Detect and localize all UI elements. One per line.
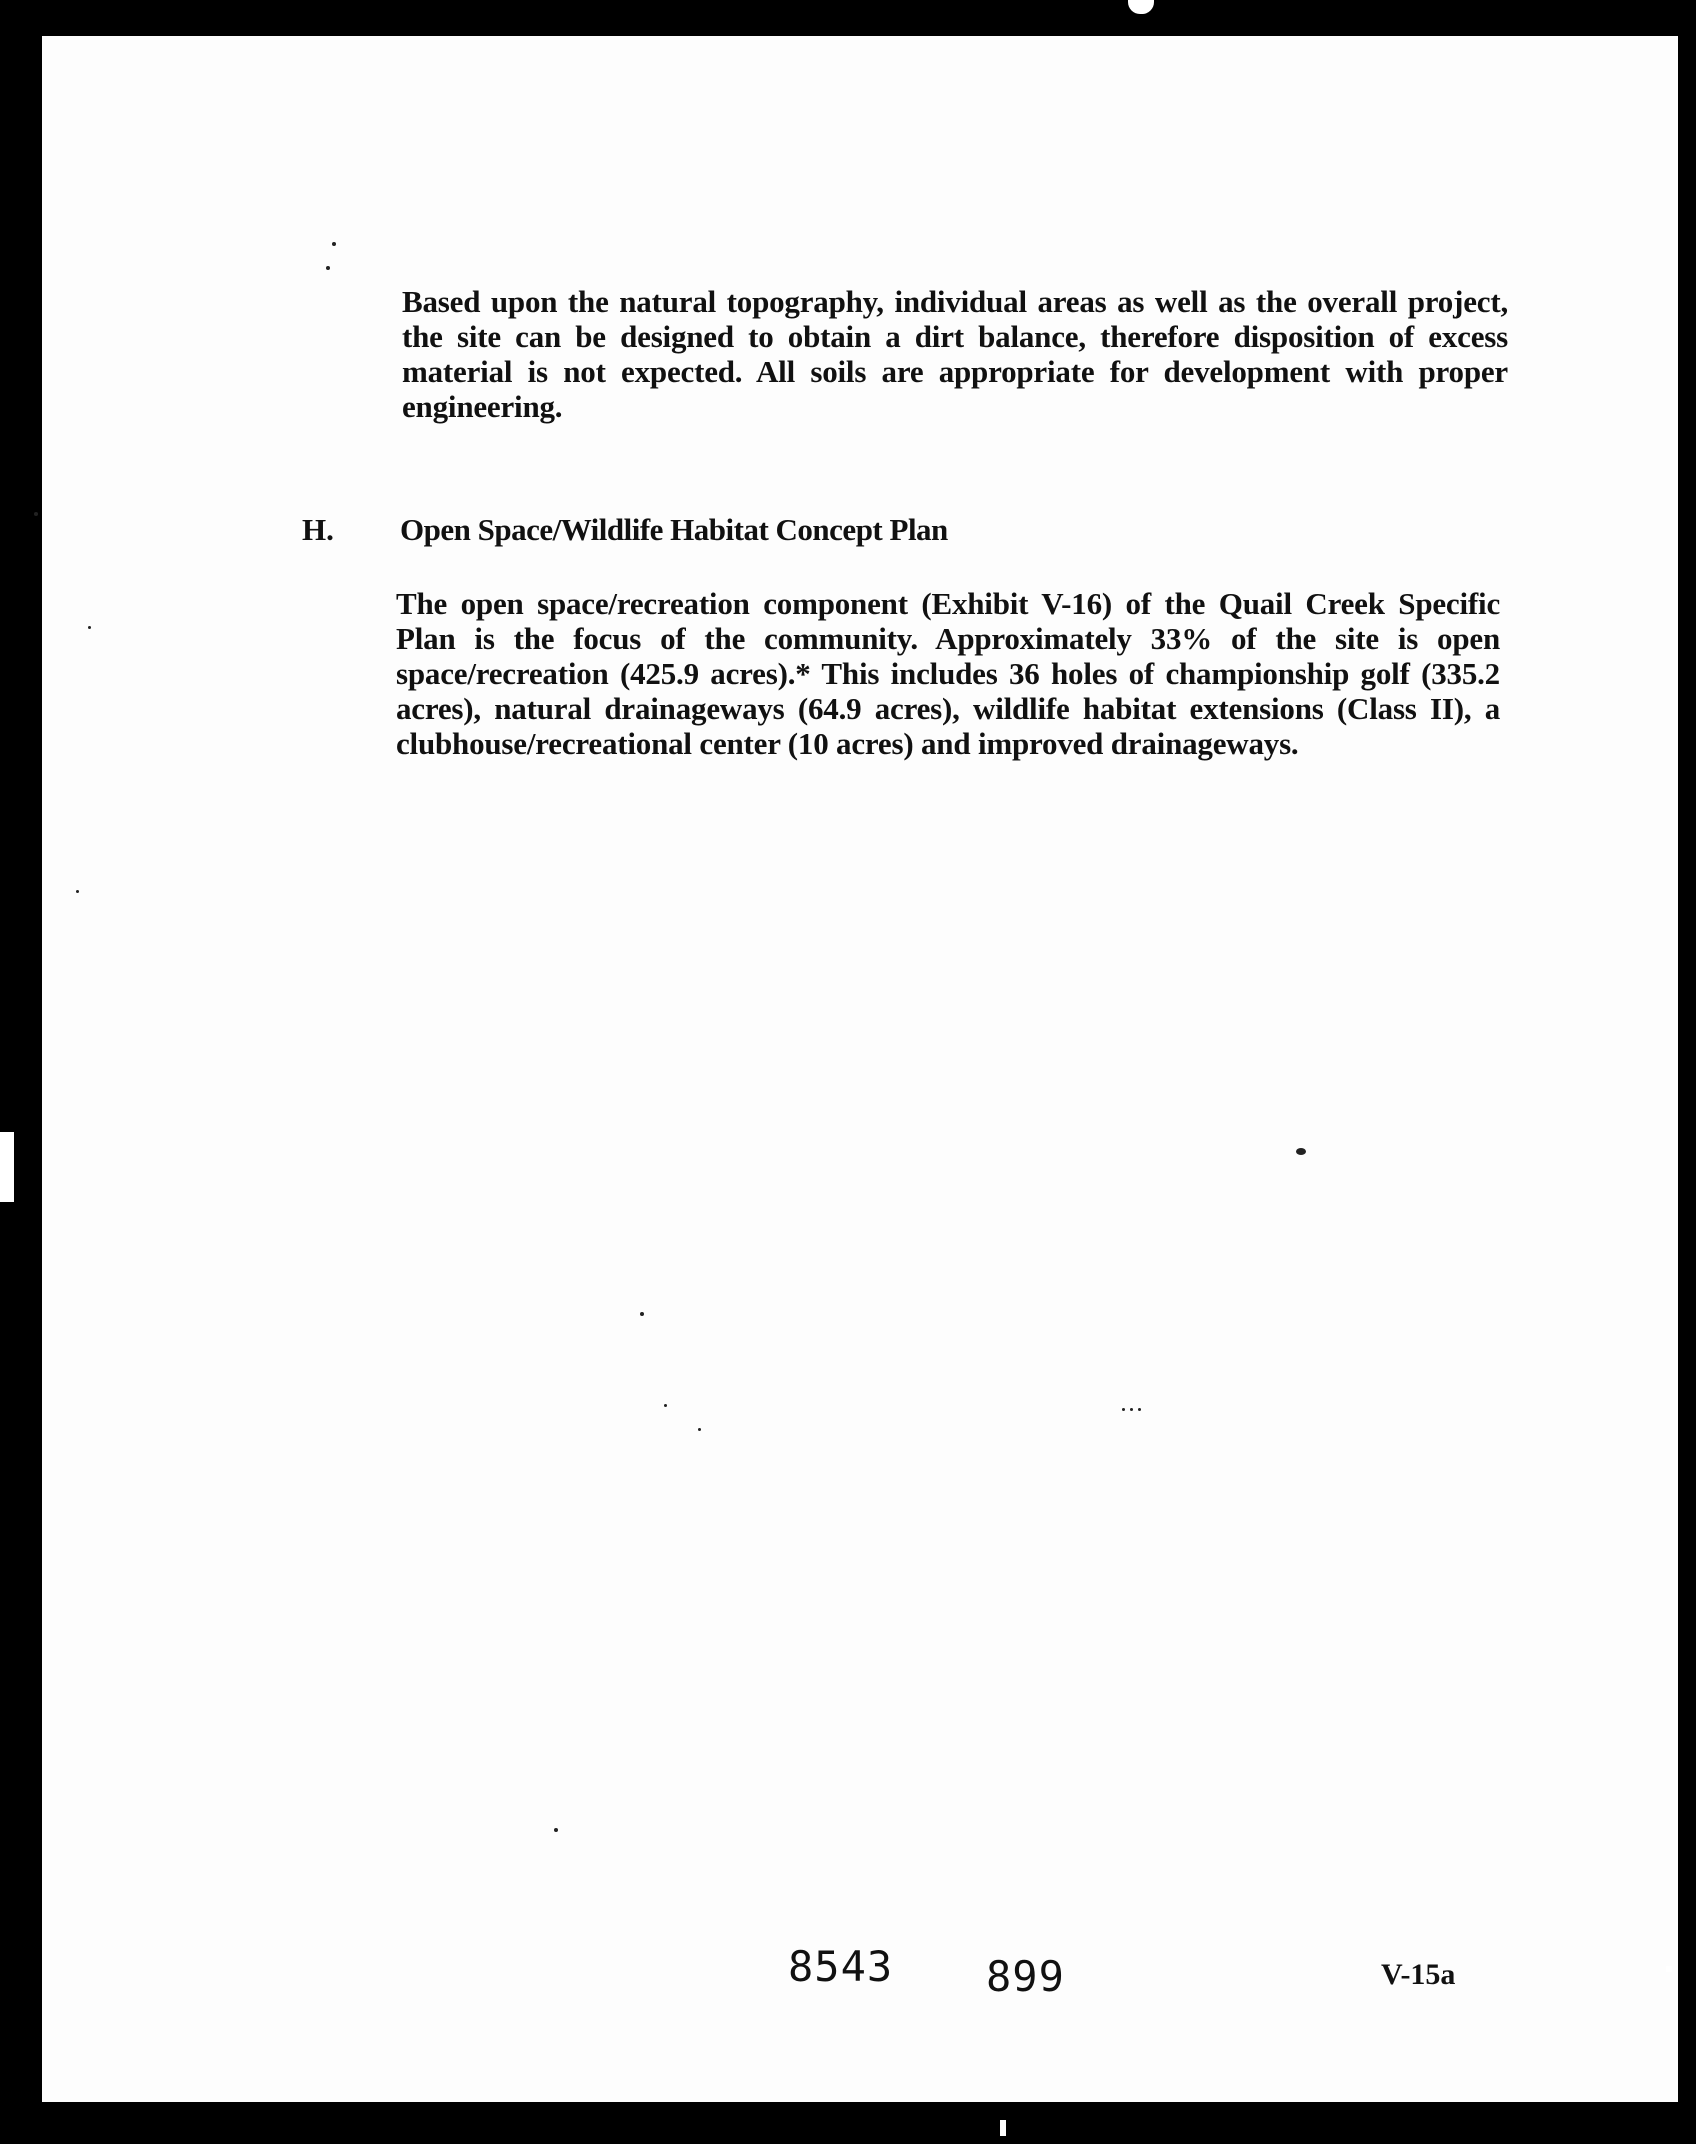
document-page [42, 36, 1678, 2102]
scan-speck [1138, 1408, 1141, 1411]
footer-document-number: 8543 [788, 1942, 894, 1991]
scan-speck [698, 1428, 701, 1431]
scan-edge-mark [1666, 1966, 1672, 1972]
scan-speck [326, 266, 330, 270]
scan-speck [76, 890, 79, 893]
scan-speck [554, 1828, 558, 1832]
paragraph-open-space: The open space/recreation component (Exhibit V-16) of the Quail Creek Specific Plan is the focus of the community. Approximately 33% of the site is open space/recreation (425.9 acres).* This includes 36 holes of championship golf (335.2 acres), natural drainageways (64.9 acres), wildlife habitat extensions (Class II), a clubhouse/recreational center (10 acres) and improved drainageways. [396, 586, 1500, 761]
scan-edge-mark [0, 1132, 14, 1202]
scan-edge-mark [1000, 2120, 1006, 2136]
scan-speck [332, 242, 336, 246]
section-title: Open Space/Wildlife Habitat Concept Plan [400, 512, 948, 547]
scan-speck [34, 512, 38, 516]
section-label: H. [302, 512, 334, 547]
footer-sequence-number: 899 [986, 1952, 1065, 2001]
scan-speck [1122, 1408, 1125, 1411]
scan-speck [1130, 1408, 1133, 1411]
scan-speck [1296, 1148, 1306, 1155]
scan-speck [640, 1312, 644, 1316]
page-number: V-15a [1381, 1958, 1456, 1991]
scan-speck [664, 1404, 667, 1407]
paragraph-soils: Based upon the natural topography, individual areas as well as the overall project, the site can be designed to obtain a dirt balance, therefore disposition of excess material is not expected. All soils are appropriate for development with proper engineering. [402, 284, 1508, 424]
scan-speck [88, 626, 91, 629]
